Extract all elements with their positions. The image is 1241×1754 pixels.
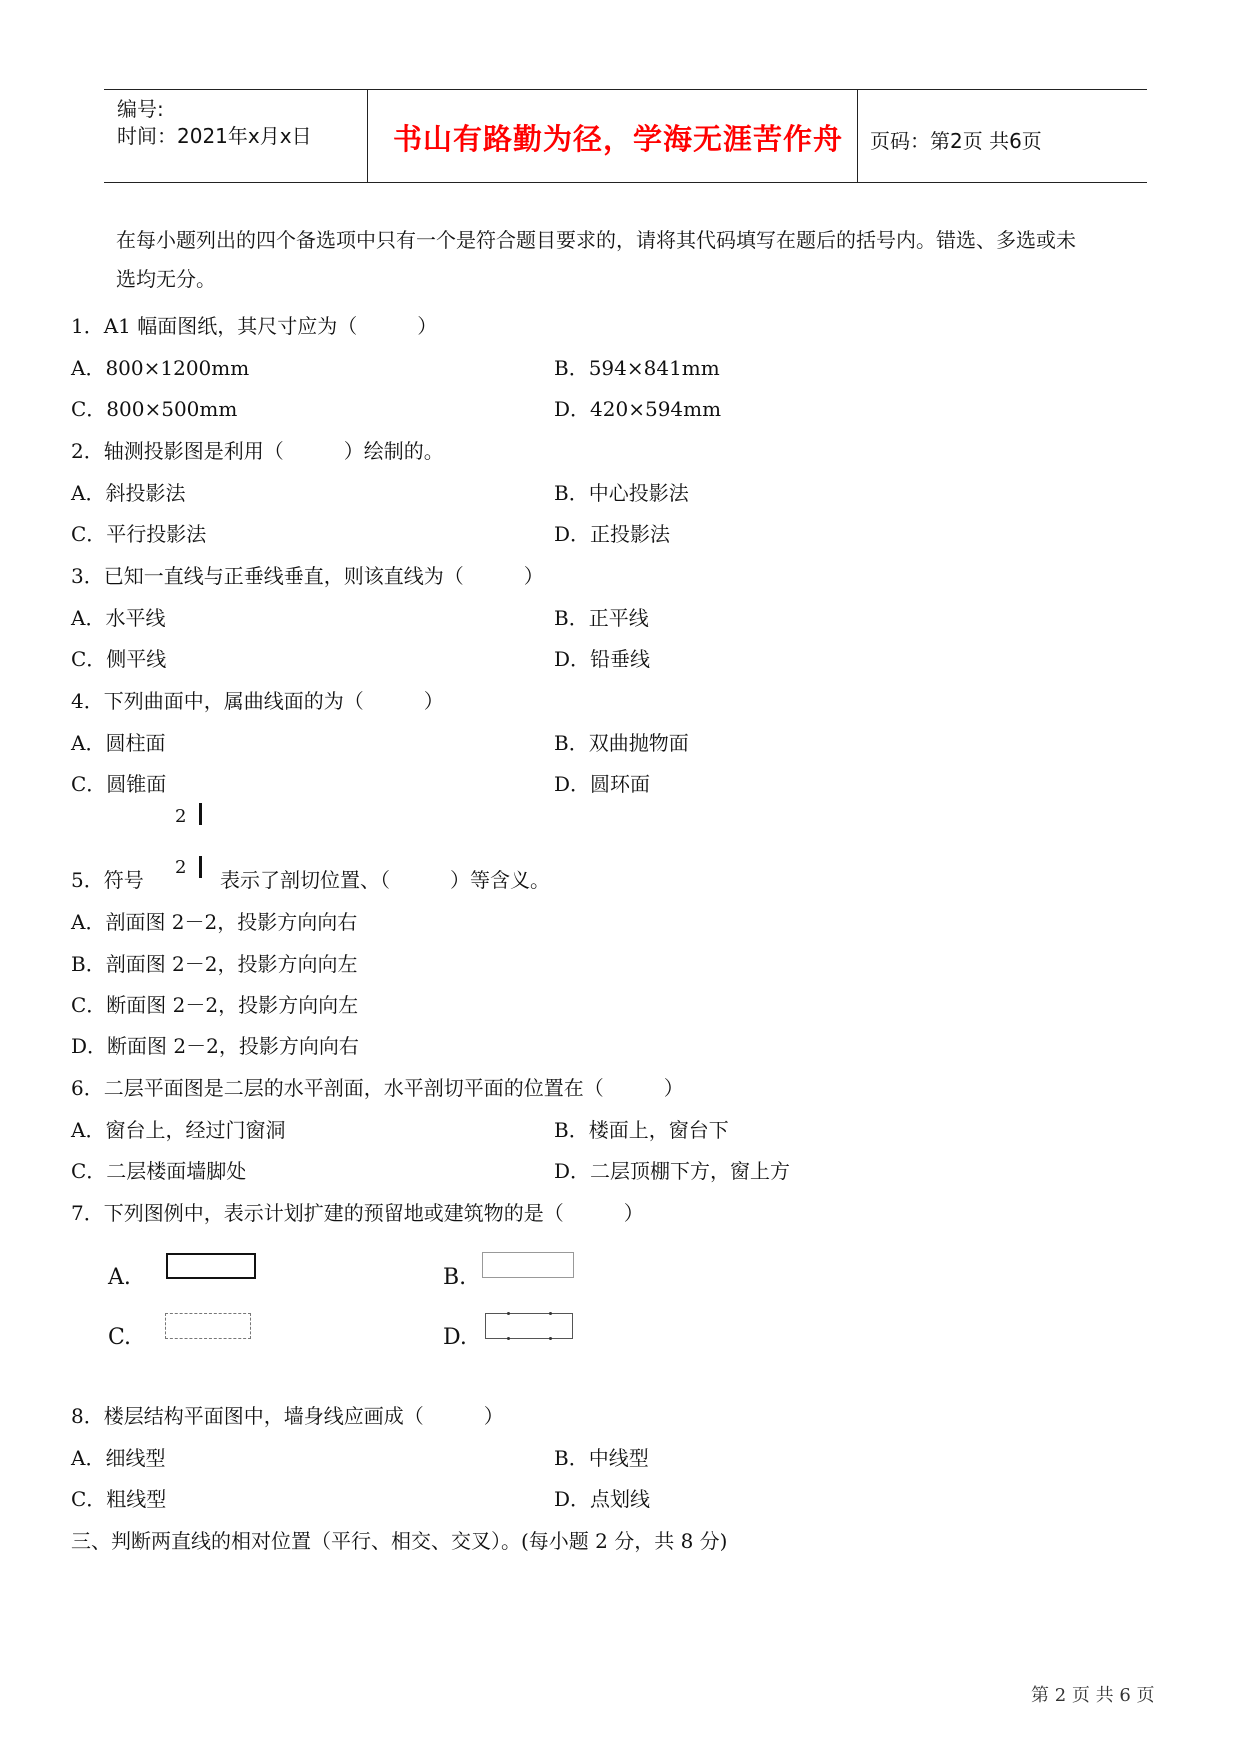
q2-option-b: B．中心投影法 [554, 481, 689, 505]
q2-option-a: A．斜投影法 [71, 481, 186, 505]
q6-option-c: C．二层楼面墙脚处 [71, 1159, 247, 1183]
q1-option-b: B．594×841mm [554, 356, 720, 380]
legend-corner-dot [549, 1337, 552, 1340]
q3-stem: 3．已知一直线与正垂线垂直，则该直线为（ ） [71, 564, 544, 588]
q7-stem: 7．下列图例中，表示计划扩建的预留地或建筑物的是（ ） [71, 1201, 644, 1225]
q6-option-d: D．二层顶棚下方，窗上方 [554, 1159, 791, 1183]
header-page-label: 页码：第2页 共6页 [870, 129, 1042, 153]
header-divider-right [857, 90, 858, 183]
q5-stem-prefix: 5．符号 [71, 868, 144, 892]
instructions-line-2: 选均无分。 [116, 267, 216, 291]
section-symbol-number-top: 2 [175, 806, 187, 827]
legend-dotted-corner-rectangle [485, 1313, 573, 1339]
q7-option-b-label: B. [443, 1265, 467, 1290]
q2-option-c: C．平行投影法 [71, 522, 207, 546]
q7-option-d-label: D. [443, 1325, 467, 1350]
q2-option-d: D．正投影法 [554, 522, 671, 546]
q6-option-b: B．楼面上，窗台下 [554, 1118, 729, 1142]
q5-stem-suffix: 表示了剖切位置、（ ）等含义。 [220, 868, 550, 892]
q4-option-d: D．圆环面 [554, 772, 651, 796]
section-3-heading: 三、判断两直线的相对位置（平行、相交、交叉）。(每小题 2 分，共 8 分) [71, 1529, 728, 1553]
legend-corner-dot [549, 1312, 552, 1315]
q8-stem: 8．楼层结构平面图中，墙身线应画成（ ） [71, 1404, 504, 1428]
q3-option-b: B．正平线 [554, 606, 649, 630]
q4-option-c: C．圆锥面 [71, 772, 167, 796]
legend-thin-line-rectangle [482, 1252, 574, 1278]
legend-corner-dot [507, 1337, 510, 1340]
section-symbol-mark-top [199, 803, 202, 825]
q3-option-a: A．水平线 [71, 606, 166, 630]
header-motto: 书山有路勤为径，学海无涯苦作舟 [393, 122, 844, 156]
q1-option-c: C．800×500mm [71, 397, 238, 421]
q6-stem: 6．二层平面图是二层的水平剖面，水平剖切平面的位置在（ ） [71, 1076, 684, 1100]
q5-option-b: B．剖面图 2－2，投影方向向左 [71, 952, 358, 976]
q4-option-b: B．双曲抛物面 [554, 731, 689, 755]
q8-option-c: C．粗线型 [71, 1487, 167, 1511]
q1-stem: 1．A1 幅面图纸，其尺寸应为（ ） [71, 314, 438, 338]
q8-option-a: A．细线型 [71, 1446, 166, 1470]
header-bottom-rule [104, 182, 1147, 183]
q3-option-c: C．侧平线 [71, 647, 167, 671]
legend-dashed-rectangle [165, 1313, 251, 1339]
q1-option-d: D．420×594mm [554, 397, 722, 421]
header-top-rule [104, 89, 1147, 90]
page-footer: 第 2 页 共 6 页 [1031, 1685, 1155, 1706]
q7-option-c-label: C. [108, 1325, 132, 1350]
q1-option-a: A．800×1200mm [71, 356, 250, 380]
q7-option-a-label: A. [108, 1265, 131, 1290]
q4-stem: 4．下列曲面中，属曲线面的为（ ） [71, 689, 444, 713]
header-time-label: 时间：2021年x月x日 [117, 124, 312, 148]
instructions-line-1: 在每小题列出的四个备选项中只有一个是符合题目要求的，请将其代码填写在题后的括号内。错选、多选或未 [116, 228, 1076, 252]
q5-option-c: C．断面图 2－2，投影方向向左 [71, 993, 359, 1017]
q2-stem: 2．轴测投影图是利用（ ）绘制的。 [71, 439, 444, 463]
section-symbol-mark-bottom [199, 856, 202, 878]
q5-option-a: A．剖面图 2－2，投影方向向右 [71, 910, 358, 934]
q5-option-d: D．断面图 2－2，投影方向向右 [71, 1034, 359, 1058]
q8-option-b: B．中线型 [554, 1446, 649, 1470]
q3-option-d: D．铅垂线 [554, 647, 651, 671]
section-symbol-number-bottom: 2 [175, 857, 187, 878]
q4-option-a: A．圆柱面 [71, 731, 166, 755]
q6-option-a: A．窗台上，经过门窗洞 [71, 1118, 286, 1142]
legend-corner-dot [507, 1312, 510, 1315]
q8-option-d: D．点划线 [554, 1487, 651, 1511]
header-divider-left [367, 90, 368, 183]
legend-solid-thick-rectangle [166, 1253, 256, 1279]
header-number-label: 编号: [117, 97, 164, 121]
